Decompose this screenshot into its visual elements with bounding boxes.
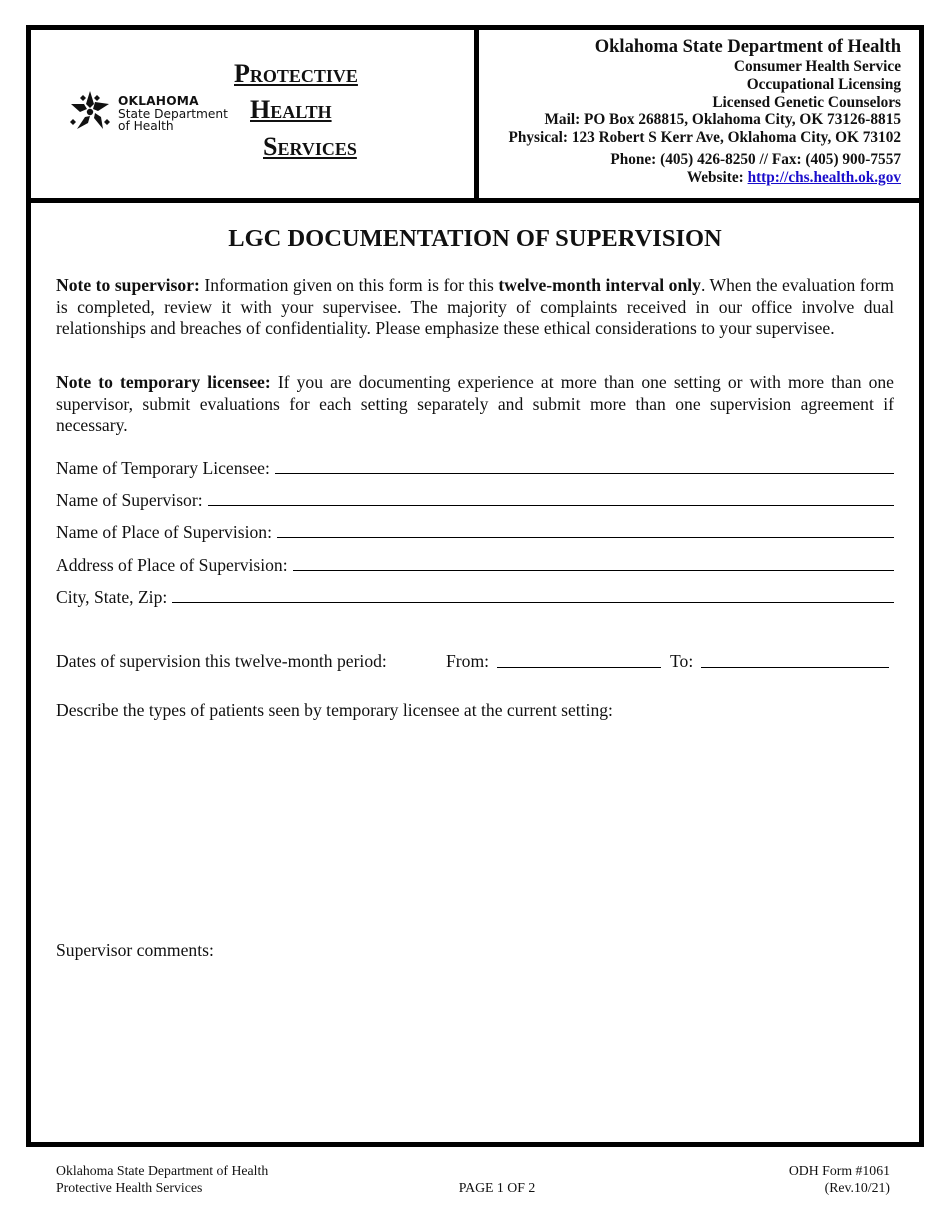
website-label: Website: bbox=[686, 168, 744, 186]
website-link[interactable]: http://chs.health.ok.gov bbox=[747, 168, 901, 186]
place-field bbox=[56, 521, 894, 543]
temp-licensee-input[interactable] bbox=[275, 457, 894, 474]
division-name: Occupational Licensing bbox=[746, 75, 901, 93]
supervisor-input[interactable] bbox=[208, 489, 894, 506]
city-state-zip-input[interactable] bbox=[172, 586, 894, 603]
city-state-zip-field bbox=[56, 586, 894, 608]
phone-fax: Phone: (405) 426-8250 // Fax: (405) 900-7557 bbox=[610, 150, 901, 168]
note-supervisor-text-a: Information given on this form is for this bbox=[199, 275, 499, 295]
note-licensee-label: Note to temporary licensee: bbox=[56, 372, 271, 392]
letterhead bbox=[31, 30, 919, 203]
temp-licensee-field bbox=[56, 457, 894, 479]
note-supervisor-text-b: . When the evaluation form is completed, review it with your supervisee. The majority of complaints received in our office involve dual relationships and breaches of confidentiality. Please emphasize these ethical considerations to your supervisee. bbox=[56, 275, 895, 338]
form-number: ODH Form #1061 bbox=[788, 1163, 890, 1178]
footer-form-info bbox=[789, 1162, 890, 1196]
to-label: To: bbox=[670, 651, 694, 671]
page-number: PAGE 1 OF 2 bbox=[458, 1180, 536, 1195]
note-to-supervisor bbox=[56, 275, 894, 340]
letterhead-contact bbox=[479, 30, 919, 198]
patients-prompt: Describe the types of patients seen by temporary licensee at the current setting: bbox=[56, 700, 613, 720]
footer-agency-line-1: Oklahoma State Department of Health bbox=[56, 1163, 269, 1178]
program-title-word-2: Health bbox=[250, 95, 332, 124]
form-frame bbox=[26, 25, 924, 1147]
agency-name: Oklahoma State Department of Health bbox=[594, 37, 901, 57]
osdh-star-logo-icon bbox=[67, 89, 113, 135]
program-name: Licensed Genetic Counselors bbox=[712, 93, 901, 111]
service-name: Consumer Health Service bbox=[733, 58, 901, 75]
place-input[interactable] bbox=[277, 521, 894, 538]
program-title-word-3: Services bbox=[263, 132, 357, 161]
physical-address: Physical: 123 Robert S Kerr Ave, Oklahoma City, OK 73102 bbox=[508, 129, 901, 147]
program-title-word-1: Protective bbox=[234, 59, 358, 88]
temp-licensee-label: Name of Temporary Licensee: bbox=[56, 458, 270, 478]
website-row bbox=[509, 169, 901, 187]
page-footer bbox=[0, 1160, 950, 1210]
city-state-zip-label: City, State, Zip: bbox=[56, 587, 168, 607]
osdh-logo bbox=[67, 89, 267, 139]
address-field bbox=[56, 554, 894, 576]
comments-prompt: Supervisor comments: bbox=[56, 940, 214, 960]
supervision-dates-row bbox=[56, 650, 894, 672]
footer-agency-line-2: Protective Health Services bbox=[56, 1180, 203, 1195]
logo-line-1: OKLAHOMA bbox=[118, 94, 199, 108]
note-supervisor-emphasis: twelve-month interval only bbox=[498, 275, 701, 295]
supervisor-label: Name of Supervisor: bbox=[56, 490, 203, 510]
supervisor-field bbox=[56, 489, 894, 511]
logo-line-3: of Health bbox=[118, 119, 174, 133]
dates-label: Dates of supervision this twelve-month period: bbox=[56, 651, 387, 671]
from-label: From: bbox=[446, 651, 490, 671]
mail-address: Mail: PO Box 268815, Oklahoma City, OK 73126-8815 bbox=[544, 111, 901, 129]
address-input[interactable] bbox=[293, 554, 894, 571]
to-date-input[interactable] bbox=[701, 650, 889, 668]
logo-line-2: State Department bbox=[118, 106, 228, 121]
form-revision: (Rev.10/21) bbox=[824, 1180, 890, 1195]
letterhead-brand bbox=[31, 30, 479, 198]
logo-wordmark bbox=[118, 95, 228, 133]
address-label: Address of Place of Supervision: bbox=[56, 555, 288, 575]
place-label: Name of Place of Supervision: bbox=[56, 522, 272, 542]
from-date-input[interactable] bbox=[497, 650, 661, 668]
form-title: LGC DOCUMENTATION OF SUPERVISION bbox=[228, 225, 722, 252]
note-licensee-text: If you are documenting experience at more than one setting or with more than one supervisor, submit evaluations for each setting separately and submit more than one supervision agreement if necessary. bbox=[56, 372, 894, 435]
note-supervisor-label: Note to supervisor: bbox=[56, 275, 200, 295]
note-to-temporary-licensee bbox=[56, 372, 894, 437]
